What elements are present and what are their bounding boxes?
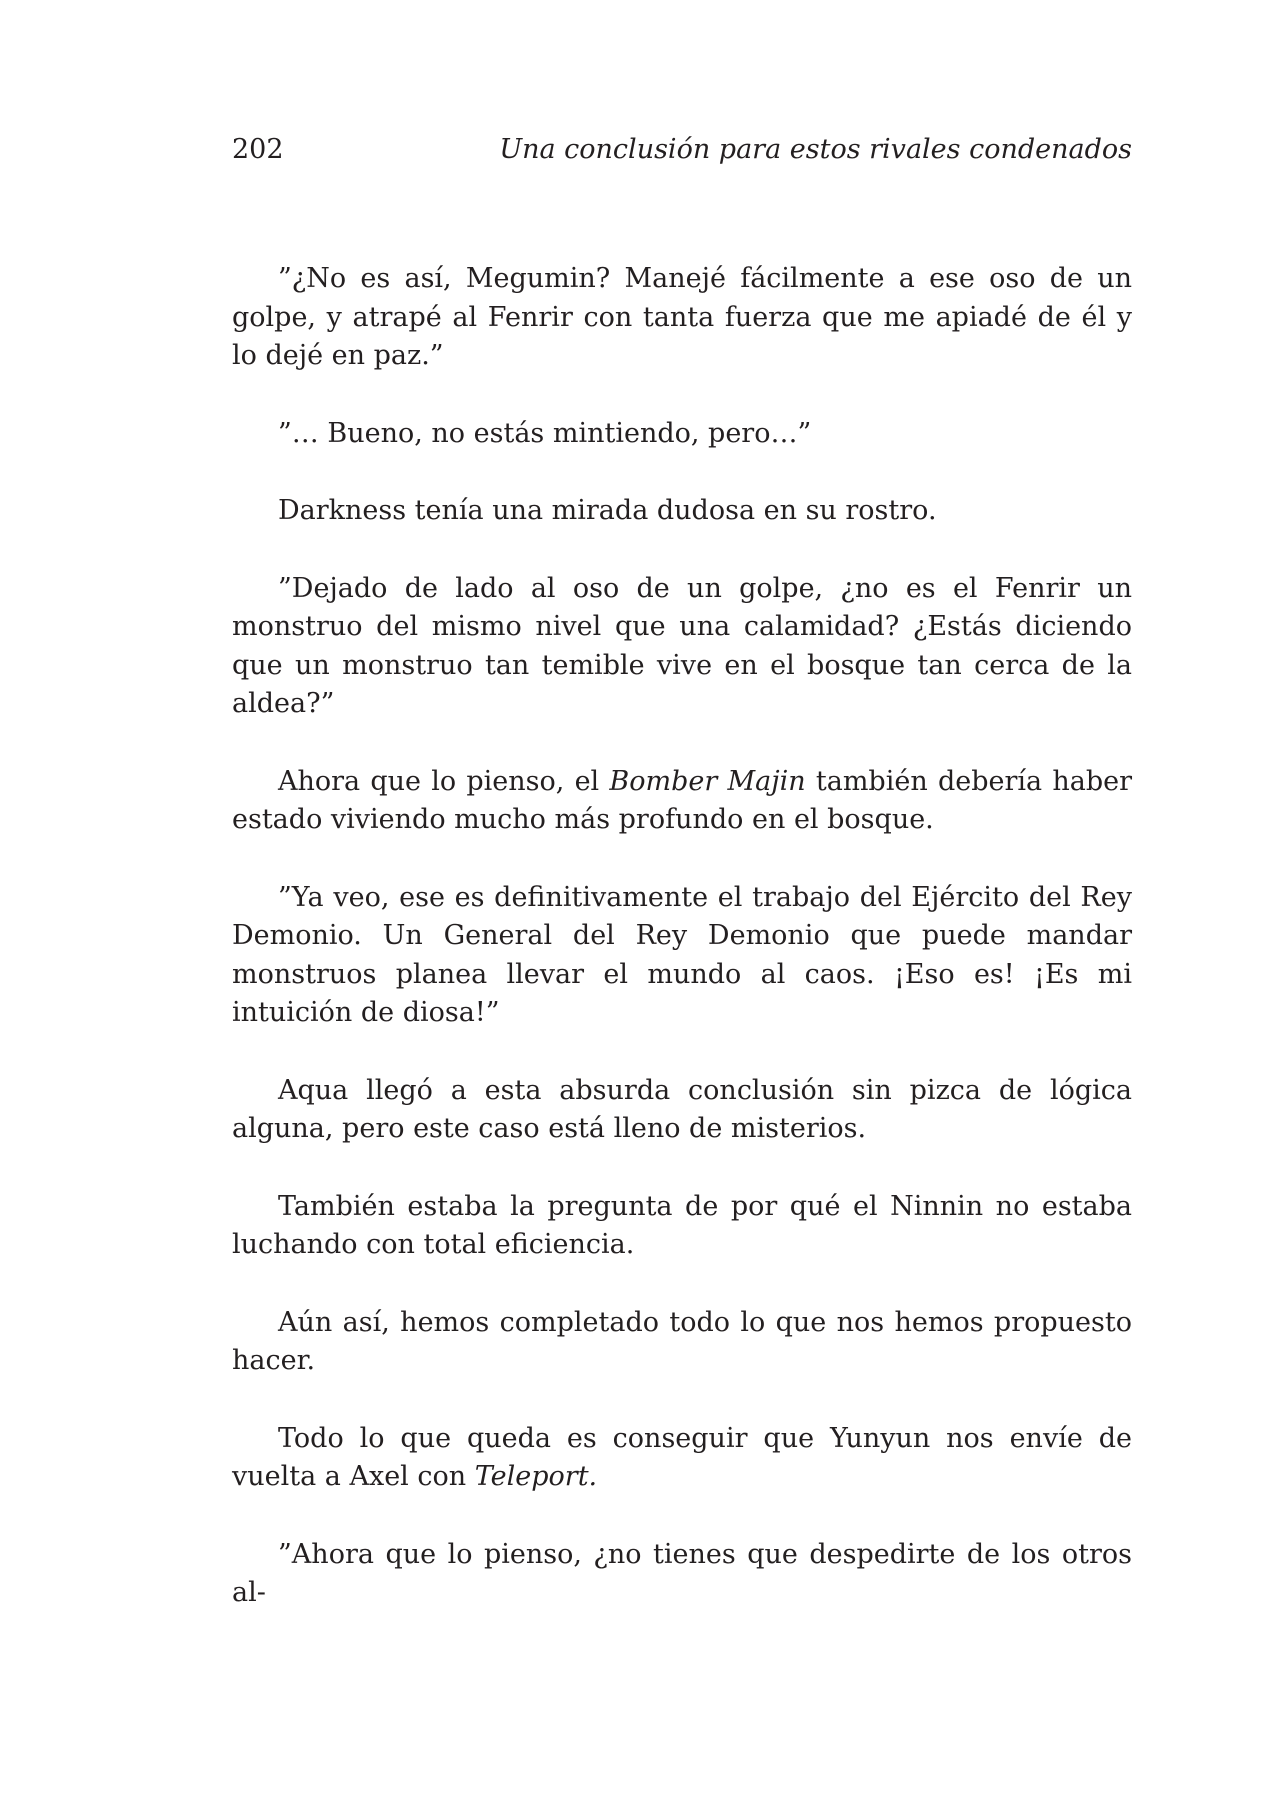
paragraph [232, 1072, 1132, 1149]
paragraph-text: Aún así, hemos completado todo lo que nos hemos propuesto hacer. [232, 1306, 1132, 1376]
paragraph-text: ”Ya veo, ese es definitivamente el trabajo del Ejército del Rey Demonio. Un General del Rey Demonio que puede mandar monstruos planea llevar el mundo al caos. ¡Eso es! ¡Es mi intuición de diosa!” [232, 881, 1132, 1028]
paragraph [232, 492, 1132, 531]
paragraph [232, 879, 1132, 1033]
paragraph-text: también debería haber estado viviendo mucho más profundo en el bosque. [232, 765, 1132, 835]
paragraph [232, 415, 1132, 454]
paragraph-text: ”Dejado de lado al oso de un golpe, ¿no es el Fenrir un monstruo del mismo nivel que una calamidad? ¿Estás diciendo que un monstruo tan temible vive en el bosque tan cerca de la aldea?” [232, 572, 1132, 719]
paragraph-text: También estaba la pregunta de por qué el Ninnin no estaba luchando con total eficiencia. [232, 1190, 1132, 1260]
paragraph-text: Aqua llegó a esta absurda conclusión sin pizca de lógica alguna, pero este caso está lleno de misterios. [232, 1074, 1132, 1144]
paragraph [232, 1304, 1132, 1381]
paragraph-text: Ahora que lo pienso, el [278, 765, 610, 797]
body-text [232, 260, 1132, 1613]
page-number: 202 [232, 134, 284, 165]
paragraph [232, 570, 1132, 724]
paragraph [232, 763, 1132, 840]
paragraph-text: Todo lo que queda es conseguir que Yunyun nos envíe de vuelta a Axel con [232, 1422, 1132, 1492]
paragraph [232, 1420, 1132, 1497]
italic-text: Teleport. [474, 1461, 598, 1492]
paragraph [232, 1188, 1132, 1265]
running-header [232, 131, 1132, 171]
paragraph [232, 260, 1132, 376]
italic-text: Bomber Majin [609, 765, 806, 797]
book-page [232, 0, 1132, 1807]
chapter-title: Una conclusión para estos rivales condenados [499, 134, 1132, 165]
paragraph-text: Darkness tenía una mirada dudosa en su rostro. [278, 495, 937, 526]
paragraph [232, 1536, 1132, 1613]
paragraph-text: ”… Bueno, no estás mintiendo, pero…” [278, 417, 812, 449]
paragraph-text: ”¿No es así, Megumin? Manejé fácilmente a ese oso de un golpe, y atrapé al Fenrir con tanta fuerza que me apiadé de él y lo dejé en paz.” [232, 263, 1132, 371]
paragraph-text: ”Ahora que lo pienso, ¿no tienes que despedirte de los otros al- [232, 1538, 1132, 1608]
